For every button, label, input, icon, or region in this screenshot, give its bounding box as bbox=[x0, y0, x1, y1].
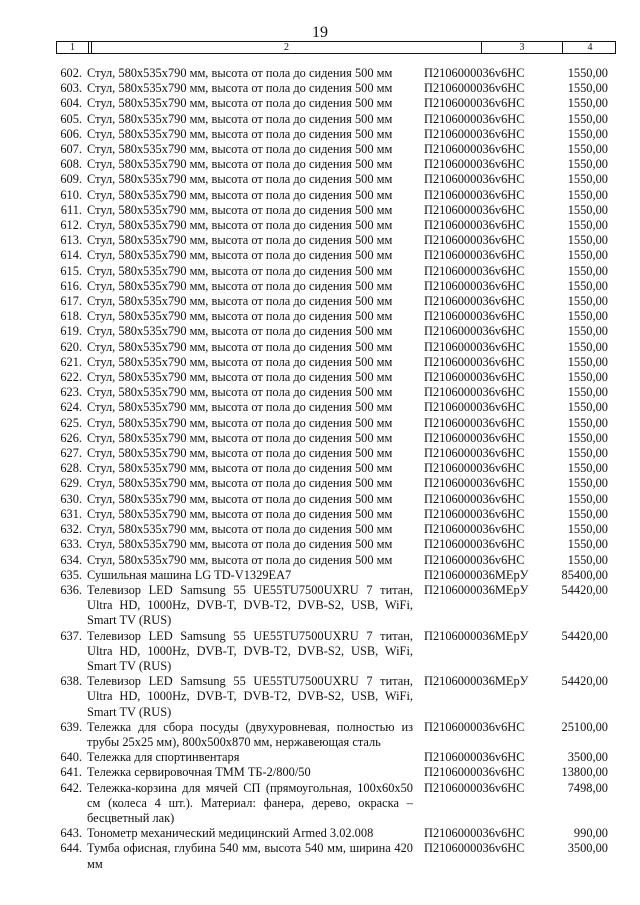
item-name: Стул, 580х535х790 мм, высота от пола до сидения 500 мм bbox=[87, 278, 393, 293]
item-price: 1550,00 bbox=[567, 233, 608, 248]
item-name: Телевизор LED Samsung 55 UE55TU7500UXRU 7 титан, Ultra HD, 1000Hz, DVB-T, DVB-T2, DVB-S2, USB, WiFi, Smart TV (RUS) bbox=[87, 628, 413, 673]
item-code: П2106000036v6НС bbox=[424, 522, 525, 537]
item-code: П2106000036v6НС bbox=[424, 248, 525, 263]
item-code: П2106000036v6НС bbox=[424, 370, 525, 385]
table-row bbox=[0, 172, 640, 187]
item-code: П2106000036v6НС bbox=[424, 187, 525, 202]
item-code: П2106000036v6НС bbox=[424, 750, 525, 765]
item-code: П2106000036v6НС bbox=[424, 309, 525, 324]
table-row bbox=[0, 309, 640, 324]
table-row bbox=[0, 476, 640, 491]
item-price: 3500,00 bbox=[567, 750, 608, 765]
item-name: Стул, 580х535х790 мм, высота от пола до сидения 500 мм bbox=[87, 552, 393, 567]
item-price: 1550,00 bbox=[567, 370, 608, 385]
item-code: П2106000036v6НС bbox=[424, 142, 525, 157]
item-name: Стул, 580х535х790 мм, высота от пола до сидения 500 мм bbox=[87, 400, 393, 415]
item-code: П2106000036v6НС bbox=[424, 400, 525, 415]
table-row bbox=[0, 385, 640, 400]
row-number: 641. bbox=[60, 765, 82, 780]
table-row bbox=[0, 841, 640, 871]
item-code: П2106000036v6НС bbox=[424, 826, 525, 841]
row-number: 606. bbox=[60, 126, 82, 141]
row-number: 628. bbox=[60, 461, 82, 476]
item-name: Стул, 580х535х790 мм, высота от пола до сидения 500 мм bbox=[87, 324, 393, 339]
row-number: 613. bbox=[60, 233, 82, 248]
table-row bbox=[0, 537, 640, 552]
item-code: П2106000036МЕрУ bbox=[424, 582, 529, 597]
item-code: П2106000036v6НС bbox=[424, 841, 525, 856]
row-number: 624. bbox=[60, 400, 82, 415]
item-price: 1550,00 bbox=[567, 111, 608, 126]
table-row bbox=[0, 370, 640, 385]
row-number: 618. bbox=[60, 309, 82, 324]
item-code: П2106000036v6НС bbox=[424, 81, 525, 96]
item-price: 1550,00 bbox=[567, 263, 608, 278]
item-code: П2106000036v6НС bbox=[424, 354, 525, 369]
table-row bbox=[0, 264, 640, 279]
row-number: 612. bbox=[60, 218, 82, 233]
row-number: 622. bbox=[60, 370, 82, 385]
item-code: П2106000036v6НС bbox=[424, 506, 525, 521]
item-price: 1550,00 bbox=[567, 446, 608, 461]
row-number: 620. bbox=[60, 339, 82, 354]
table-row bbox=[0, 127, 640, 142]
item-price: 1550,00 bbox=[567, 430, 608, 445]
item-code: П2106000036v6НС bbox=[424, 476, 525, 491]
item-price: 1550,00 bbox=[567, 354, 608, 369]
item-price: 3500,00 bbox=[567, 841, 608, 856]
item-price: 54420,00 bbox=[561, 674, 608, 689]
item-price: 1550,00 bbox=[567, 142, 608, 157]
item-code: П2106000036v6НС bbox=[424, 430, 525, 445]
row-number: 635. bbox=[60, 567, 82, 582]
item-price: 1550,00 bbox=[567, 476, 608, 491]
item-name: Стул, 580х535х790 мм, высота от пола до сидения 500 мм bbox=[87, 385, 393, 400]
table-row bbox=[0, 416, 640, 431]
table-row bbox=[0, 324, 640, 339]
row-number: 614. bbox=[60, 248, 82, 263]
item-code: П2106000036v6НС bbox=[424, 294, 525, 309]
item-code: П2106000036v6НС bbox=[424, 218, 525, 233]
item-code: П2106000036v6НС bbox=[424, 96, 525, 111]
item-name: Стул, 580х535х790 мм, высота от пола до сидения 500 мм bbox=[87, 126, 393, 141]
item-name: Тележка для спортинвентаря bbox=[87, 750, 240, 765]
item-name: Стул, 580х535х790 мм, высота от пола до сидения 500 мм bbox=[87, 233, 393, 248]
item-price: 1550,00 bbox=[567, 278, 608, 293]
item-name: Телевизор LED Samsung 55 UE55TU7500UXRU 7 титан, Ultra HD, 1000Hz, DVB-T, DVB-T2, DVB-S2, USB, WiFi, Smart TV (RUS) bbox=[87, 674, 413, 719]
row-number: 637. bbox=[60, 628, 82, 643]
item-name: Тонометр механический медицинский Armed 3.02.008 bbox=[87, 826, 374, 841]
table-row bbox=[0, 720, 640, 750]
item-name: Тумба офисная, глубина 540 мм, высота 540 мм, ширина 420 мм bbox=[87, 841, 413, 871]
item-code: П2106000036v6НС bbox=[424, 324, 525, 339]
item-price: 1550,00 bbox=[567, 66, 608, 80]
item-code: П2106000036v6НС bbox=[424, 233, 525, 248]
item-price: 1550,00 bbox=[567, 491, 608, 506]
item-name: Стул, 580х535х790 мм, высота от пола до сидения 500 мм bbox=[87, 415, 393, 430]
item-price: 1550,00 bbox=[567, 218, 608, 233]
item-code: П2106000036v6НС bbox=[424, 157, 525, 172]
row-number: 632. bbox=[60, 522, 82, 537]
item-price: 1550,00 bbox=[567, 248, 608, 263]
row-number: 603. bbox=[60, 81, 82, 96]
item-name: Стул, 580х535х790 мм, высота от пола до сидения 500 мм bbox=[87, 446, 393, 461]
table-row bbox=[0, 355, 640, 370]
table-row bbox=[0, 750, 640, 765]
item-price: 85400,00 bbox=[561, 567, 608, 582]
item-code: П2106000036v6НС bbox=[424, 202, 525, 217]
item-code: П2106000036v6НС bbox=[424, 461, 525, 476]
item-name: Стул, 580х535х790 мм, высота от пола до сидения 500 мм bbox=[87, 537, 393, 552]
table-row bbox=[0, 522, 640, 537]
item-name: Стул, 580х535х790 мм, высота от пола до сидения 500 мм bbox=[87, 522, 393, 537]
item-name: Сушильная машина LG TD-V1329EA7 bbox=[87, 567, 292, 582]
row-number: 625. bbox=[60, 415, 82, 430]
table-header bbox=[56, 41, 616, 54]
item-price: 13800,00 bbox=[561, 765, 608, 780]
item-code: П2106000036v6НС bbox=[424, 126, 525, 141]
item-code: П2106000036v6НС bbox=[424, 552, 525, 567]
row-number: 623. bbox=[60, 385, 82, 400]
item-name: Стул, 580х535х790 мм, высота от пола до сидения 500 мм bbox=[87, 81, 393, 96]
item-name: Стул, 580х535х790 мм, высота от пола до сидения 500 мм bbox=[87, 294, 393, 309]
table-row bbox=[0, 218, 640, 233]
item-name: Стул, 580х535х790 мм, высота от пола до сидения 500 мм bbox=[87, 248, 393, 263]
item-price: 1550,00 bbox=[567, 202, 608, 217]
item-name: Стул, 580х535х790 мм, высота от пола до сидения 500 мм bbox=[87, 476, 393, 491]
table-row bbox=[0, 674, 640, 720]
row-number: 609. bbox=[60, 172, 82, 187]
row-number: 627. bbox=[60, 446, 82, 461]
item-name: Стул, 580х535х790 мм, высота от пола до сидения 500 мм bbox=[87, 202, 393, 217]
item-name: Стул, 580х535х790 мм, высота от пола до сидения 500 мм bbox=[87, 66, 393, 80]
item-price: 1550,00 bbox=[567, 522, 608, 537]
item-name: Тележка для сбора посуды (двухуровневая, полностью из трубы 25х25 мм), 800х500х870 мм, нержавеющая сталь bbox=[87, 719, 413, 749]
header-col-4: 4 bbox=[562, 42, 617, 53]
item-price: 1550,00 bbox=[567, 339, 608, 354]
item-price: 1550,00 bbox=[567, 294, 608, 309]
row-number: 638. bbox=[60, 674, 82, 689]
table-row bbox=[0, 157, 640, 172]
row-number: 634. bbox=[60, 552, 82, 567]
item-price: 54420,00 bbox=[561, 628, 608, 643]
row-number: 602. bbox=[60, 66, 82, 80]
item-price: 1550,00 bbox=[567, 506, 608, 521]
item-code: П2106000036v6НС bbox=[424, 780, 525, 795]
item-name: Стул, 580х535х790 мм, высота от пола до сидения 500 мм bbox=[87, 491, 393, 506]
table-row bbox=[0, 492, 640, 507]
item-price: 1550,00 bbox=[567, 400, 608, 415]
header-col-2: 2 bbox=[284, 42, 289, 53]
row-number: 642. bbox=[60, 780, 82, 795]
item-price: 1550,00 bbox=[567, 415, 608, 430]
row-number: 636. bbox=[60, 582, 82, 597]
row-number: 605. bbox=[60, 111, 82, 126]
item-price: 1550,00 bbox=[567, 324, 608, 339]
row-number: 610. bbox=[60, 187, 82, 202]
table-row bbox=[0, 446, 640, 461]
header-col-1: 1 bbox=[57, 42, 89, 53]
item-price: 1550,00 bbox=[567, 81, 608, 96]
row-number: 611. bbox=[60, 202, 82, 217]
item-price: 7498,00 bbox=[567, 780, 608, 795]
item-price: 1550,00 bbox=[567, 157, 608, 172]
item-code: П2106000036v6НС bbox=[424, 263, 525, 278]
item-name: Стул, 580х535х790 мм, высота от пола до сидения 500 мм bbox=[87, 461, 393, 476]
item-price: 54420,00 bbox=[561, 582, 608, 597]
table-row bbox=[0, 248, 640, 263]
page-number: 19 bbox=[312, 24, 328, 41]
table-row bbox=[0, 400, 640, 415]
item-code: П2106000036v6НС bbox=[424, 537, 525, 552]
item-name: Стул, 580х535х790 мм, высота от пола до сидения 500 мм bbox=[87, 309, 393, 324]
row-number: 640. bbox=[60, 750, 82, 765]
row-number: 607. bbox=[60, 142, 82, 157]
item-name: Стул, 580х535х790 мм, высота от пола до сидения 500 мм bbox=[87, 339, 393, 354]
item-code: П2106000036v6НС bbox=[424, 339, 525, 354]
item-code: П2106000036v6НС bbox=[424, 415, 525, 430]
item-price: 990,00 bbox=[573, 826, 608, 841]
item-name: Стул, 580х535х790 мм, высота от пола до сидения 500 мм bbox=[87, 370, 393, 385]
item-code: П2106000036v6НС bbox=[424, 446, 525, 461]
item-name: Стул, 580х535х790 мм, высота от пола до сидения 500 мм bbox=[87, 172, 393, 187]
item-price: 1550,00 bbox=[567, 385, 608, 400]
table-row bbox=[0, 81, 640, 96]
item-code: П2106000036МЕрУ bbox=[424, 628, 529, 643]
row-number: 608. bbox=[60, 157, 82, 172]
table-row bbox=[0, 781, 640, 827]
item-price: 1550,00 bbox=[567, 187, 608, 202]
table-row bbox=[0, 583, 640, 629]
table-row bbox=[0, 142, 640, 157]
table-row bbox=[0, 431, 640, 446]
item-name: Стул, 580х535х790 мм, высота от пола до сидения 500 мм bbox=[87, 96, 393, 111]
row-number: 626. bbox=[60, 430, 82, 445]
row-number: 643. bbox=[60, 826, 82, 841]
table-row bbox=[0, 826, 640, 841]
item-code: П2106000036v6НС bbox=[424, 765, 525, 780]
row-number: 615. bbox=[60, 263, 82, 278]
item-name: Стул, 580х535х790 мм, высота от пола до сидения 500 мм bbox=[87, 354, 393, 369]
table-row bbox=[0, 203, 640, 218]
row-number: 629. bbox=[60, 476, 82, 491]
item-code: П2106000036МЕрУ bbox=[424, 674, 529, 689]
table-row bbox=[0, 294, 640, 309]
row-number: 633. bbox=[60, 537, 82, 552]
item-name: Телевизор LED Samsung 55 UE55TU7500UXRU 7 титан, Ultra HD, 1000Hz, DVB-T, DVB-T2, DVB-S2, USB, WiFi, Smart TV (RUS) bbox=[87, 582, 413, 628]
row-number: 621. bbox=[60, 354, 82, 369]
table-row bbox=[0, 553, 640, 568]
item-code: П2106000036v6НС bbox=[424, 278, 525, 293]
table-row bbox=[0, 765, 640, 780]
table-row bbox=[0, 461, 640, 476]
item-code: П2106000036v6НС bbox=[424, 66, 525, 80]
item-name: Стул, 580х535х790 мм, высота от пола до сидения 500 мм bbox=[87, 187, 393, 202]
item-price: 1550,00 bbox=[567, 96, 608, 111]
row-number: 639. bbox=[60, 719, 82, 734]
item-name: Стул, 580х535х790 мм, высота от пола до сидения 500 мм bbox=[87, 430, 393, 445]
item-code: П2106000036v6НС bbox=[424, 491, 525, 506]
row-number: 631. bbox=[60, 506, 82, 521]
row-number: 644. bbox=[60, 841, 82, 856]
row-number: 619. bbox=[60, 324, 82, 339]
item-code: П2106000036v6НС bbox=[424, 385, 525, 400]
item-code: П2106000036v6НС bbox=[424, 719, 525, 734]
item-price: 1550,00 bbox=[567, 309, 608, 324]
row-number: 604. bbox=[60, 96, 82, 111]
item-price: 1550,00 bbox=[567, 126, 608, 141]
item-name: Стул, 580х535х790 мм, высота от пола до сидения 500 мм bbox=[87, 157, 393, 172]
table-row bbox=[0, 233, 640, 248]
item-name: Стул, 580х535х790 мм, высота от пола до сидения 500 мм bbox=[87, 263, 393, 278]
item-price: 1550,00 bbox=[567, 537, 608, 552]
table-row bbox=[0, 340, 640, 355]
row-number: 617. bbox=[60, 294, 82, 309]
item-name: Стул, 580х535х790 мм, высота от пола до сидения 500 мм bbox=[87, 111, 393, 126]
header-col-3: 3 bbox=[481, 42, 562, 53]
table-row bbox=[0, 629, 640, 675]
item-name: Тележка сервировочная ТММ ТБ-2/800/50 bbox=[87, 765, 311, 780]
item-name: Тележка-корзина для мячей СП (прямоугольная, 100х60х50 см (колеса 4 шт.). Материал: фанера, дерево, окраска – бесцветный лак) bbox=[87, 780, 413, 825]
item-name: Стул, 580х535х790 мм, высота от пола до сидения 500 мм bbox=[87, 506, 393, 521]
table-row bbox=[0, 66, 640, 81]
item-price: 1550,00 bbox=[567, 552, 608, 567]
item-code: П2106000036v6НС bbox=[424, 111, 525, 126]
table-row bbox=[0, 96, 640, 111]
item-price: 1550,00 bbox=[567, 172, 608, 187]
item-code: П2106000036v6НС bbox=[424, 172, 525, 187]
table-row bbox=[0, 507, 640, 522]
item-price: 1550,00 bbox=[567, 461, 608, 476]
item-name: Стул, 580х535х790 мм, высота от пола до сидения 500 мм bbox=[87, 142, 393, 157]
table-row bbox=[0, 568, 640, 583]
table-body bbox=[0, 66, 640, 872]
item-name: Стул, 580х535х790 мм, высота от пола до сидения 500 мм bbox=[87, 218, 393, 233]
row-number: 630. bbox=[60, 491, 82, 506]
item-code: П2106000036МЕрУ bbox=[424, 567, 529, 582]
table-row bbox=[0, 188, 640, 203]
table-row bbox=[0, 112, 640, 127]
table-row bbox=[0, 279, 640, 294]
item-price: 25100,00 bbox=[561, 719, 608, 734]
row-number: 616. bbox=[60, 278, 82, 293]
